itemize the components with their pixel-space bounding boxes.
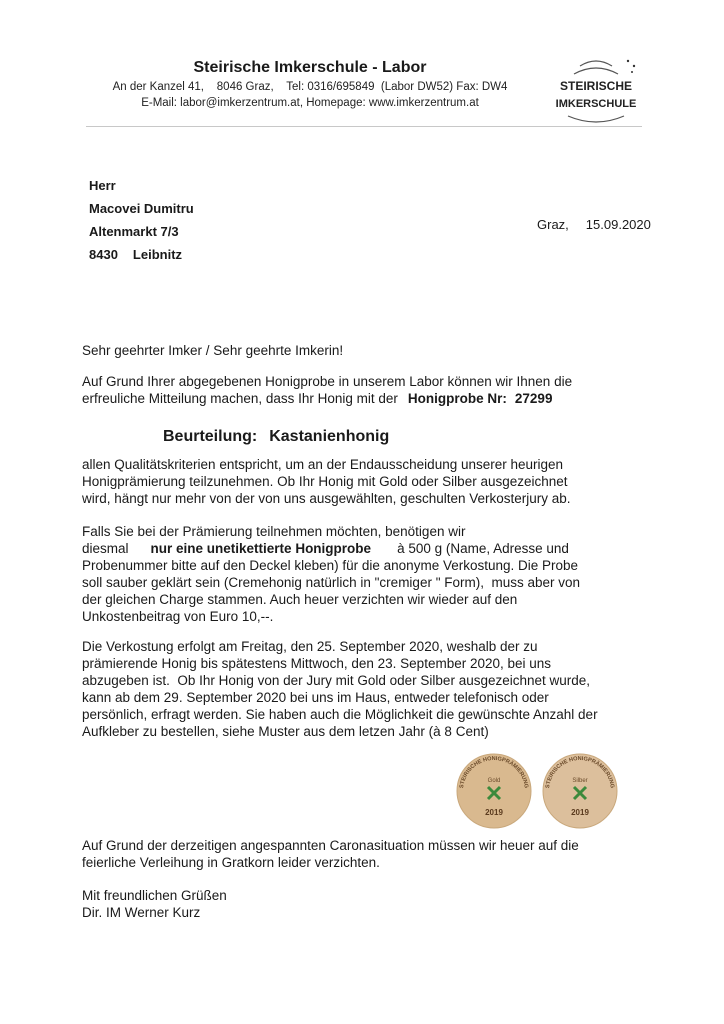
sticker-gold xyxy=(457,754,531,828)
paragraph-sample-instructions xyxy=(82,523,682,625)
letterhead-title: Steirische Imkerschule - Labor xyxy=(193,59,427,76)
school-logo xyxy=(548,54,648,124)
assessment xyxy=(163,427,389,446)
paragraph-line: kann ab dem 29. September 2020 bei uns im Haus, entweder telefonisch oder xyxy=(82,690,549,705)
date-place: Graz, xyxy=(537,217,569,232)
paragraph-line: persönlich, erfragt werden. Sie haben auch die Möglichkeit die gewünschte Anzahl der xyxy=(82,707,598,722)
sample-number: 27299 xyxy=(514,391,553,406)
sticker-samples xyxy=(455,752,625,830)
sticker-gold-year: 2019 xyxy=(485,808,503,817)
paragraph-line: Auf Grund Ihrer abgegebenen Honigprobe in unserem Labor können wir Ihnen die xyxy=(82,374,573,389)
paragraph-line: der gleichen Charge stammen. Auch heuer verzichten wir wieder auf den xyxy=(82,592,518,607)
sticker-gold-ring-text: STEIRISCHE HONIGPRÄMIERUNG xyxy=(459,755,529,789)
paragraph-line: soll sauber geklärt sein (Cremehonig natürlich in "cremiger " Form), muss aber von xyxy=(82,575,581,590)
letterhead-contact: E-Mail: labor@imkerzentrum.at, Homepage: www.imkerzentrum.at xyxy=(141,97,479,109)
paragraph-line: Unkostenbeitrag von Euro 10,--. xyxy=(82,609,274,624)
paragraph-line: Aufkleber zu bestellen, siehe Muster aus dem letzen Jahr (à 8 Cent) xyxy=(82,724,489,739)
recipient-name: Macovei Dumitru xyxy=(89,201,194,216)
sample-label: Honigprobe Nr: xyxy=(407,391,507,406)
paragraph-line: Falls Sie bei der Prämierung teilnehmen möchten, benötigen wir xyxy=(82,524,466,539)
paragraph-intro xyxy=(82,373,682,407)
paragraph-text: à 500 g (Name, Adresse und xyxy=(397,541,569,556)
sticker-silver-medal: Silber xyxy=(572,778,588,784)
paragraph-ceremony-cancelled xyxy=(82,837,682,871)
sample-requirement: nur eine unetikettierte Honigprobe xyxy=(150,541,372,556)
paragraph-line xyxy=(82,390,682,407)
sticker-silver xyxy=(543,754,617,828)
sticker-silver-ring-text: STEIRISCHE HONIGPRÄMIERUNG xyxy=(545,755,615,789)
logo-text-line1: STEIRISCHE xyxy=(559,79,633,93)
logo-text-line2: IMKERSCHULE xyxy=(555,98,637,110)
paragraph-line: Auf Grund der derzeitigen angespannten Caronasituation müssen wir heuer auf die xyxy=(82,838,579,853)
letterhead-address: An der Kanzel 41, 8046 Graz, Tel: 0316/695849 (Labor DW52) Fax: DW4 xyxy=(112,81,508,93)
paragraph-text: erfreuliche Mitteilung machen, dass Ihr Honig mit der xyxy=(82,391,398,406)
paragraph-line: Probenummer bitte auf den Deckel kleben) für die anonyme Verkostung. Die Probe xyxy=(82,558,579,573)
recipient-postcode: 8430 xyxy=(89,247,118,262)
sticker-gold-medal: Gold xyxy=(487,778,501,784)
paragraph-line: Die Verkostung erfolgt am Freitag, den 25. September 2020, weshalb der zu xyxy=(82,639,538,654)
beehive-logo-icon xyxy=(548,54,648,124)
greeting-text: Sehr geehrter Imker / Sehr geehrte Imkerin! xyxy=(82,343,344,358)
sticker-silver-year: 2019 xyxy=(571,808,589,817)
letter-date xyxy=(537,217,651,233)
paragraph-line: Honigprämierung teilzunehmen. Ob Ihr Honig mit Gold oder Silber ausgezeichnet xyxy=(82,474,568,489)
paragraph-tasting-schedule xyxy=(82,638,682,740)
greeting xyxy=(82,342,682,359)
assessment-value: Kastanienhonig xyxy=(269,428,390,445)
closing-phrase: Mit freundlichen Grüßen xyxy=(82,888,227,903)
paragraph-line: abzugeben ist. Ob Ihr Honig von der Jury mit Gold oder Silber ausgezeichnet wurde, xyxy=(82,673,591,688)
recipient-city: Leibnitz xyxy=(132,247,183,262)
paragraph-line xyxy=(82,540,682,557)
recipient-salutation: Herr xyxy=(89,178,116,193)
paragraph-line: allen Qualitätskriterien entspricht, um an der Endausscheidung unserer heurigen xyxy=(82,457,564,472)
paragraph-line: feierliche Verleihung in Gratkorn leider verzichten. xyxy=(82,855,380,870)
paragraph-text: diesmal xyxy=(82,541,129,556)
paragraph-line: prämierende Honig bis spätestens Mittwoch, den 23. September 2020, bei uns xyxy=(82,656,552,671)
closing xyxy=(82,887,682,921)
date-value: 15.09.2020 xyxy=(585,217,651,232)
header-divider xyxy=(86,126,642,127)
signatory: Dir. IM Werner Kurz xyxy=(82,905,201,920)
recipient-street: Altenmarkt 7/3 xyxy=(89,224,179,239)
assessment-label: Beurteilung: xyxy=(163,428,258,445)
recipient-city-line xyxy=(89,247,182,263)
paragraph-qualification xyxy=(82,456,682,507)
paragraph-line: wird, hängt nur mehr von der von uns ausgewählten, geschulten Verkosterjury ab. xyxy=(82,491,571,506)
